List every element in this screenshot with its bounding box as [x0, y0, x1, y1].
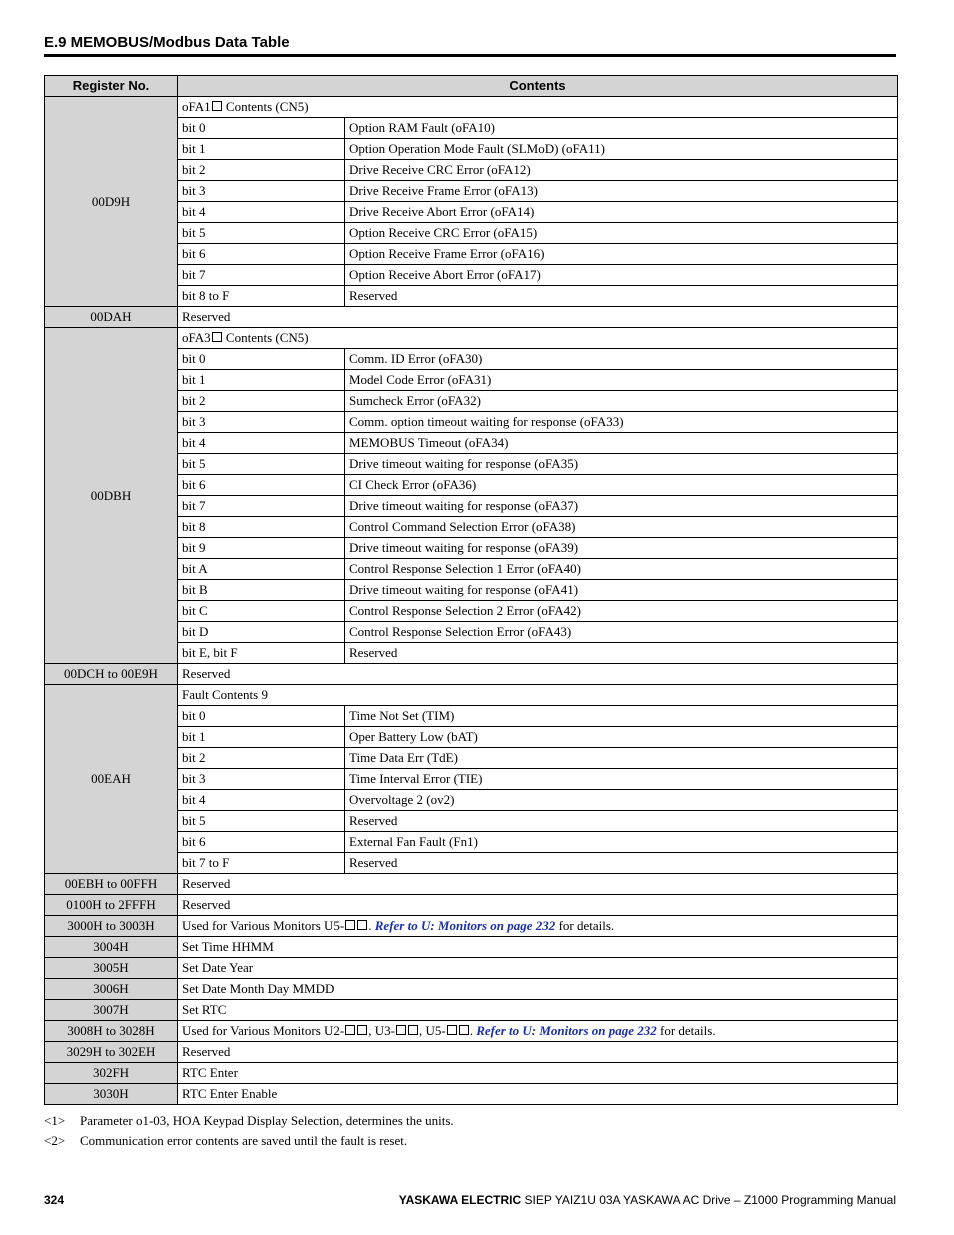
table-row [45, 1000, 898, 1021]
description-cell: Option Operation Mode Fault (SLMoD) (oFA11) [345, 139, 898, 160]
contents-cell [178, 1021, 898, 1042]
description-cell: Reserved [345, 811, 898, 832]
register-cell: 00D9H [45, 97, 178, 307]
bit-cell: bit 6 [178, 244, 345, 265]
table-row [45, 1042, 898, 1063]
table-row [45, 685, 898, 706]
placeholder-box-icon [212, 332, 222, 342]
register-cell: 00DCH to 00E9H [45, 664, 178, 685]
description-cell: Reserved [345, 286, 898, 307]
footnote-2 [44, 1131, 454, 1151]
monitors-reference-link[interactable]: Refer to U: Monitors on page 232 [476, 1023, 657, 1038]
contents-cell: RTC Enter [178, 1063, 898, 1084]
bit-cell: bit 4 [178, 790, 345, 811]
bit-cell: bit C [178, 601, 345, 622]
footnote-id: <1> [44, 1113, 66, 1128]
contents-cell: Reserved [178, 307, 898, 328]
table-row [45, 97, 898, 118]
bit-cell: bit 5 [178, 223, 345, 244]
bit-cell: bit 7 [178, 265, 345, 286]
register-cell: 00DAH [45, 307, 178, 328]
description-cell: Control Response Selection 1 Error (oFA40) [345, 559, 898, 580]
description-cell: Oper Battery Low (bAT) [345, 727, 898, 748]
contents-text: for details. [656, 1023, 716, 1038]
bit-cell: bit 2 [178, 748, 345, 769]
description-cell: Drive Receive Abort Error (oFA14) [345, 202, 898, 223]
register-cell: 3004H [45, 937, 178, 958]
description-cell: Option Receive CRC Error (oFA15) [345, 223, 898, 244]
bit-cell: bit 0 [178, 706, 345, 727]
group-title-suffix: Contents (CN5) [222, 330, 309, 345]
bit-cell: bit D [178, 622, 345, 643]
footnote-text: Parameter o1-03, HOA Keypad Display Selection, determines the units. [80, 1113, 454, 1128]
contents-text: . [368, 918, 375, 933]
contents-cell: Reserved [178, 1042, 898, 1063]
table-row [45, 895, 898, 916]
placeholder-box-icon [396, 1025, 406, 1035]
bit-cell: bit B [178, 580, 345, 601]
contents-text: . [469, 1023, 477, 1038]
bit-cell: bit 3 [178, 412, 345, 433]
bit-cell: bit 2 [178, 391, 345, 412]
placeholder-box-icon [459, 1025, 469, 1035]
bit-cell: bit 3 [178, 181, 345, 202]
contents-cell: Set Date Year [178, 958, 898, 979]
bit-cell: bit E, bit F [178, 643, 345, 664]
contents-cell: RTC Enter Enable [178, 1084, 898, 1105]
register-cell: 302FH [45, 1063, 178, 1084]
description-cell: Drive timeout waiting for response (oFA35) [345, 454, 898, 475]
table-row [45, 328, 898, 349]
description-cell: Model Code Error (oFA31) [345, 370, 898, 391]
group-title-prefix: oFA3 [182, 330, 211, 345]
contents-text: for details. [555, 918, 615, 933]
description-cell: Option RAM Fault (oFA10) [345, 118, 898, 139]
table-row [45, 874, 898, 895]
table-row [45, 1021, 898, 1042]
register-cell: 00DBH [45, 328, 178, 664]
bit-cell: bit 9 [178, 538, 345, 559]
register-cell: 3008H to 3028H [45, 1021, 178, 1042]
footer-brand: YASKAWA ELECTRIC [398, 1193, 522, 1207]
contents-text: Used for Various Monitors U2- [182, 1023, 345, 1038]
register-cell: 0100H to 2FFFH [45, 895, 178, 916]
footer-doc: SIEP YAIZ1U 03A YASKAWA AC Drive – Z1000 Programming Manual [521, 1193, 896, 1207]
memobus-data-table [44, 75, 898, 1105]
description-cell: Drive timeout waiting for response (oFA39) [345, 538, 898, 559]
bit-cell: bit 7 to F [178, 853, 345, 874]
contents-text: , U3- [368, 1023, 395, 1038]
description-cell: Reserved [345, 643, 898, 664]
register-cell: 3030H [45, 1084, 178, 1105]
bit-cell: bit 1 [178, 370, 345, 391]
placeholder-box-icon [447, 1025, 457, 1035]
bit-cell: bit 8 to F [178, 286, 345, 307]
bit-cell: bit 5 [178, 811, 345, 832]
description-cell: Drive Receive CRC Error (oFA12) [345, 160, 898, 181]
description-cell: Time Not Set (TIM) [345, 706, 898, 727]
description-cell: Control Response Selection Error (oFA43) [345, 622, 898, 643]
description-cell: MEMOBUS Timeout (oFA34) [345, 433, 898, 454]
group-title: Fault Contents 9 [182, 687, 268, 702]
description-cell: Control Response Selection 2 Error (oFA42) [345, 601, 898, 622]
footnotes [44, 1111, 454, 1151]
placeholder-box-icon [357, 1025, 367, 1035]
bit-cell: bit 0 [178, 118, 345, 139]
description-cell: Overvoltage 2 (ov2) [345, 790, 898, 811]
register-cell: 00EBH to 00FFH [45, 874, 178, 895]
description-cell: Option Receive Frame Error (oFA16) [345, 244, 898, 265]
register-cell: 3007H [45, 1000, 178, 1021]
group-title-prefix: oFA1 [182, 99, 211, 114]
table-row [45, 937, 898, 958]
description-cell: Drive Receive Frame Error (oFA13) [345, 181, 898, 202]
header-register: Register No. [45, 76, 178, 97]
description-cell: Time Interval Error (TIE) [345, 769, 898, 790]
register-cell: 3000H to 3003H [45, 916, 178, 937]
table-row [45, 1084, 898, 1105]
contents-cell [178, 916, 898, 937]
footnote-id: <2> [44, 1133, 66, 1148]
contents-cell: Reserved [178, 664, 898, 685]
bit-cell: bit 8 [178, 517, 345, 538]
description-cell: Drive timeout waiting for response (oFA41) [345, 580, 898, 601]
description-cell: Control Command Selection Error (oFA38) [345, 517, 898, 538]
contents-text: , U5- [418, 1023, 446, 1038]
bit-cell: bit 7 [178, 496, 345, 517]
description-cell: Drive timeout waiting for response (oFA37) [345, 496, 898, 517]
description-cell: Comm. option timeout waiting for response (oFA33) [345, 412, 898, 433]
section-title: E.9 MEMOBUS/Modbus Data Table [44, 34, 290, 51]
page-number: 324 [44, 1193, 65, 1207]
header-contents: Contents [178, 76, 898, 97]
contents-cell: Reserved [178, 895, 898, 916]
description-cell: CI Check Error (oFA36) [345, 475, 898, 496]
bit-cell: bit 3 [178, 769, 345, 790]
bit-cell: bit 1 [178, 139, 345, 160]
contents-cell: Set Time HHMM [178, 937, 898, 958]
bit-cell: bit 5 [178, 454, 345, 475]
placeholder-box-icon [408, 1025, 418, 1035]
table-header-row [45, 76, 898, 97]
monitors-reference-link[interactable]: Refer to U: Monitors on page 232 [374, 918, 556, 933]
bit-cell: bit 6 [178, 475, 345, 496]
table-row [45, 958, 898, 979]
group-title-cell [178, 328, 898, 349]
bit-cell: bit 0 [178, 349, 345, 370]
description-cell: External Fan Fault (Fn1) [345, 832, 898, 853]
group-title-suffix: Contents (CN5) [222, 99, 309, 114]
description-cell: Reserved [345, 853, 898, 874]
bit-cell: bit 6 [178, 832, 345, 853]
placeholder-box-icon [357, 920, 367, 930]
description-cell: Option Receive Abort Error (oFA17) [345, 265, 898, 286]
placeholder-box-icon [212, 101, 222, 111]
footer-manual-title [399, 1193, 896, 1207]
table-row [45, 307, 898, 328]
bit-cell: bit 4 [178, 202, 345, 223]
description-cell: Comm. ID Error (oFA30) [345, 349, 898, 370]
placeholder-box-icon [345, 1025, 355, 1035]
contents-text: Used for Various Monitors U5- [182, 918, 345, 933]
register-cell: 00EAH [45, 685, 178, 874]
table-row [45, 979, 898, 1000]
group-title-cell [178, 685, 898, 706]
group-title-cell [178, 97, 898, 118]
bit-cell: bit 2 [178, 160, 345, 181]
contents-cell: Set Date Month Day MMDD [178, 979, 898, 1000]
bit-cell: bit 1 [178, 727, 345, 748]
table-row [45, 1063, 898, 1084]
table-row [45, 664, 898, 685]
bit-cell: bit A [178, 559, 345, 580]
register-cell: 3029H to 302EH [45, 1042, 178, 1063]
bit-cell: bit 4 [178, 433, 345, 454]
footnote-1 [44, 1111, 454, 1131]
contents-cell: Set RTC [178, 1000, 898, 1021]
table-row [45, 916, 898, 937]
title-rule [44, 54, 896, 57]
register-cell: 3006H [45, 979, 178, 1000]
register-cell: 3005H [45, 958, 178, 979]
description-cell: Time Data Err (TdE) [345, 748, 898, 769]
footnote-text: Communication error contents are saved until the fault is reset. [80, 1133, 408, 1148]
description-cell: Sumcheck Error (oFA32) [345, 391, 898, 412]
contents-cell: Reserved [178, 874, 898, 895]
placeholder-box-icon [345, 920, 355, 930]
